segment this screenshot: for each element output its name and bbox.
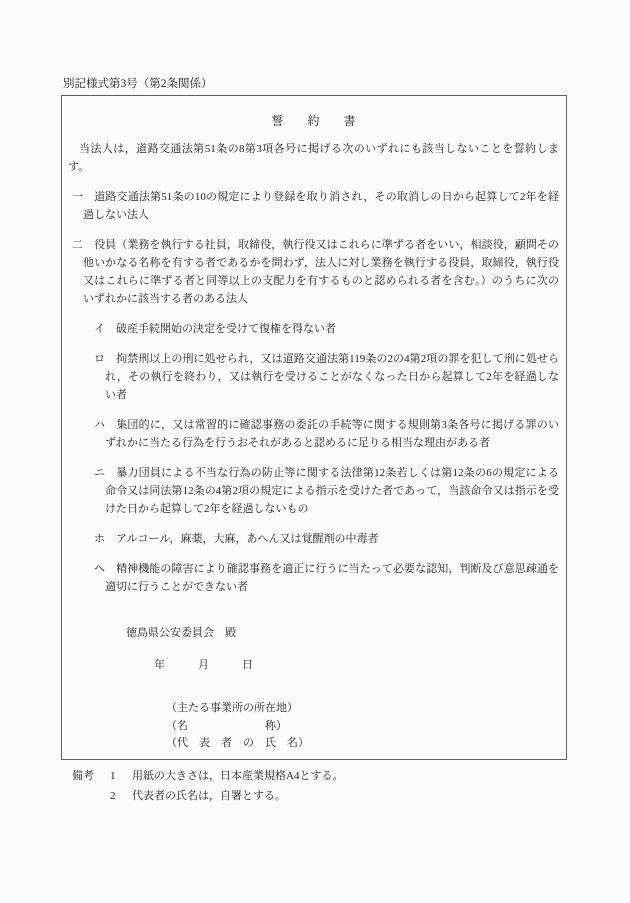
remark-1-number: 1 bbox=[110, 769, 116, 782]
subitem-ho-marker: ホ bbox=[94, 533, 105, 545]
condition-item-2 bbox=[68, 236, 559, 308]
item-1-text: 道路交通法第51条の10の規定により登録を取り消され，その取消しの日から起算して2年を経過しない法人 bbox=[83, 191, 559, 221]
date-fill-in-line: 年 月 日 bbox=[154, 659, 253, 671]
subitem-ha-text: 集団的に，又は常習的に確認事務の委託の手続等に関する規則第3条各号に掲げる罪のいずれかに当たる行為を行うおそれがあると認めるに足りる相当な理由がある者 bbox=[105, 419, 560, 449]
condition-subitem-i bbox=[68, 320, 559, 338]
subitem-ro-text: 拘禁刑以上の刑に処せられ，又は道路交通法第119条の2の4第2項の罪を犯して刑に処せられ，その執行を終わり，又は執行を受けることがなくなった日から起算して2年を経過しない者 bbox=[105, 353, 560, 401]
recipient-line: 徳島県公安委員会 殿 bbox=[126, 627, 236, 639]
intro-paragraph: 当法人は，道路交通法第51条の8第3項各号に掲げる次のいずれにも該当しないことを誓約します。 bbox=[68, 143, 559, 173]
remarks-section bbox=[72, 766, 630, 806]
subitem-he-marker: ヘ bbox=[94, 563, 106, 575]
condition-subitem-ha bbox=[68, 416, 559, 452]
subitem-ro-marker: ロ bbox=[94, 353, 106, 365]
remark-2-text: 代表者の氏名は，自署とする。 bbox=[132, 789, 286, 802]
subitem-ha-marker: ハ bbox=[94, 419, 106, 431]
signature-label-corporate-name: （名 称） bbox=[166, 719, 287, 732]
remarks-label: 備考 bbox=[72, 769, 94, 782]
condition-subitem-ni bbox=[68, 464, 559, 518]
signature-label-representative-name: （代 表 者 の 氏 名） bbox=[166, 737, 309, 749]
condition-item-1 bbox=[68, 188, 559, 224]
subitem-ho-text: アルコール，麻薬，大麻，あへん又は覚醒剤の中毒者 bbox=[116, 533, 379, 545]
condition-subitem-ho bbox=[68, 530, 559, 548]
remark-row-2 bbox=[72, 786, 630, 806]
item-1-marker: 一 bbox=[72, 191, 84, 203]
condition-subitem-he bbox=[68, 560, 559, 596]
signature-label-office-address: （主たる事業所の所在地） bbox=[166, 702, 298, 714]
remark-1-text: 用紙の大きさは，日本産業規格A4とする。 bbox=[132, 769, 344, 782]
subitem-i-text: 破産手続開始の決定を受けて復権を得ない者 bbox=[116, 323, 336, 335]
remark-2-number: 2 bbox=[110, 789, 116, 802]
subitem-i-marker: イ bbox=[94, 323, 105, 335]
condition-subitem-ro bbox=[68, 350, 559, 404]
item-2-text: 役員（業務を執行する社員，取締役，執行役又はこれらに準ずる者をいい，相談役，顧問その他いかなる名称を有する者であるかを問わず，法人に対し業務を執行する役員，取締役，執行役又はこれらに準ずる者と同等以上の支配力を有するものと認められる者を含む。）のうちに次のいずれかに該当する者のある法人 bbox=[83, 239, 560, 305]
pledge-box bbox=[61, 95, 567, 760]
document-title: 誓 約 書 bbox=[271, 114, 356, 128]
subitem-ni-marker: ニ bbox=[94, 467, 106, 479]
remarks-label-spacer bbox=[72, 786, 110, 806]
signature-block bbox=[68, 700, 559, 753]
subitem-he-text: 精神機能の障害により確認事務を適正に行うに当たって必要な認知，判断及び意思疎通を適切に行うことができない者 bbox=[105, 563, 560, 593]
remark-row-1 bbox=[72, 766, 630, 786]
subitem-ni-text: 暴力団員による不当な行為の防止等に関する法律第12条若しくは第12条の6の規定による命令又は同法第12条の4第2項の規定による指示を受けた者であって，当該命令又は指示を受けた日から起算して2年を経過しないもの bbox=[105, 467, 560, 515]
item-2-marker: 二 bbox=[72, 239, 84, 251]
form-number-label: 別記様式第3号（第2条関係） bbox=[63, 78, 213, 90]
